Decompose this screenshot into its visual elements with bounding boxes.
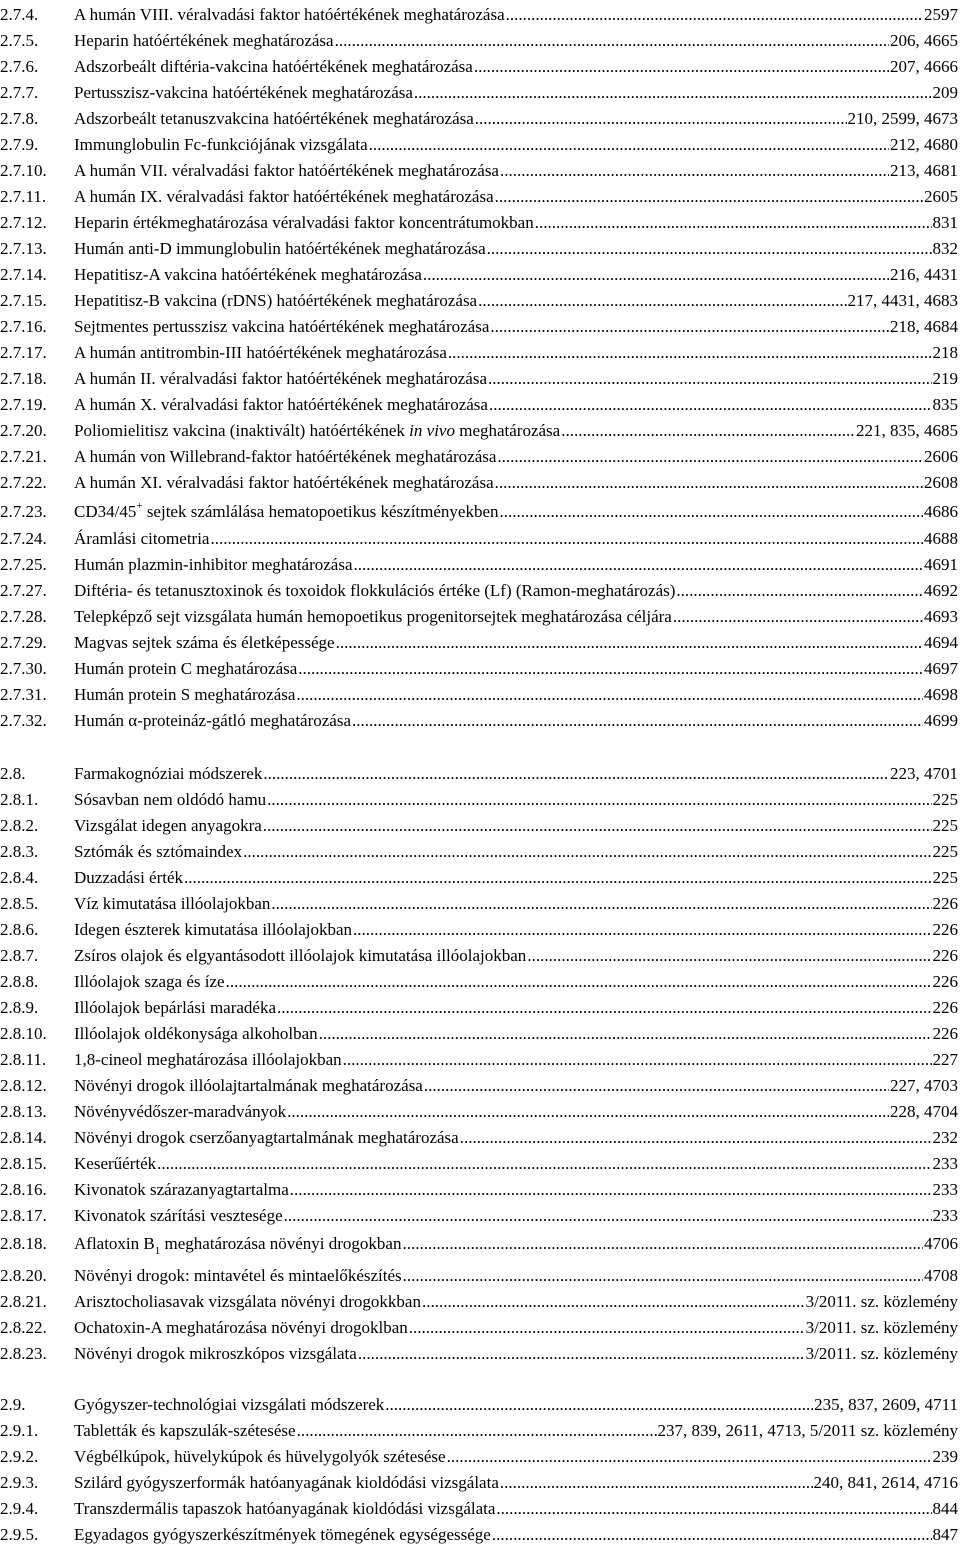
dot-leader xyxy=(495,471,923,495)
toc-entry xyxy=(0,1497,960,1521)
dot-leader xyxy=(298,657,923,681)
toc-entry xyxy=(0,605,960,629)
entry-title-part: meghatározása növényi drogokban xyxy=(160,1234,402,1253)
entry-pages: 2597 xyxy=(924,5,958,24)
toc-entry xyxy=(0,1419,960,1443)
toc-entry xyxy=(0,762,960,786)
entry-pages: 226 xyxy=(932,946,958,965)
toc-entry xyxy=(0,445,960,469)
entry-pages: 217, 4431, 4683 xyxy=(847,291,958,310)
toc-entry xyxy=(0,341,960,365)
entry-title: Heparin értékmeghatározása véralvadási faktor koncentrátumokban xyxy=(74,213,534,232)
entry-title: Pertusszisz-vakcina hatóértékének meghatározása xyxy=(74,83,413,102)
entry-title: Növényi drogok cserzőanyagtartalmának meghatározása xyxy=(74,1128,459,1147)
entry-number: 2.7.23. xyxy=(0,502,47,521)
entry-number: 2.9.2. xyxy=(0,1447,39,1466)
entry-title: Növényi drogok mikroszkópos vizsgálata xyxy=(74,1344,357,1363)
toc-entry xyxy=(0,419,960,443)
entry-number: 2.8.23. xyxy=(0,1344,47,1363)
dot-leader xyxy=(475,107,847,131)
entry-pages: 4686 xyxy=(924,502,958,521)
dot-leader xyxy=(673,605,923,629)
toc-entry xyxy=(0,107,960,131)
dot-leader xyxy=(448,341,932,365)
dot-leader xyxy=(490,315,889,339)
dot-leader xyxy=(478,289,846,313)
entry-number: 2.9.3. xyxy=(0,1473,39,1492)
toc-entry xyxy=(0,1048,960,1072)
entry-number: 2.7.12. xyxy=(0,213,47,232)
toc-entry xyxy=(0,1204,960,1228)
dot-leader xyxy=(527,944,931,968)
toc-entry xyxy=(0,500,960,524)
entry-number: 2.8.21. xyxy=(0,1292,47,1311)
entry-title: Diftéria- és tetanusztoxinok és toxoidok flokkulációs értéke (Lf) (Ramon-meghatározás) xyxy=(74,581,676,600)
dot-leader xyxy=(210,527,923,551)
entry-title-part: meghatározása xyxy=(454,421,561,440)
toc-entry xyxy=(0,1342,960,1366)
dot-leader xyxy=(500,500,924,524)
entry-pages: 3/2011. sz. közlemény xyxy=(805,1292,958,1311)
toc-entry xyxy=(0,788,960,812)
entry-pages: 4692 xyxy=(924,581,958,600)
entry-number: 2.7.11. xyxy=(0,187,47,206)
toc-entry xyxy=(0,133,960,157)
dot-leader xyxy=(335,29,889,53)
entry-number: 2.8.3. xyxy=(0,842,39,861)
entry-pages: 223, 4701 xyxy=(890,764,958,783)
dot-leader xyxy=(385,1393,813,1417)
dot-leader xyxy=(284,1204,932,1228)
toc-entry xyxy=(0,553,960,577)
entry-pages: 206, 4665 xyxy=(890,31,958,50)
entry-pages: 4691 xyxy=(924,555,958,574)
entry-title xyxy=(74,419,560,443)
entry-pages: 4694 xyxy=(924,633,958,652)
entry-number: 2.7.28. xyxy=(0,607,47,626)
toc-entry xyxy=(0,1178,960,1202)
entry-pages: 226 xyxy=(932,1024,958,1043)
entry-number: 2.7.15. xyxy=(0,291,47,310)
dot-leader xyxy=(243,840,931,864)
entry-title: Heparin hatóértékének meghatározása xyxy=(74,31,334,50)
dot-leader xyxy=(500,1471,813,1495)
entry-title: Farmakognóziai módszerek xyxy=(74,764,263,783)
entry-pages: 2605 xyxy=(924,187,958,206)
entry-pages: 226 xyxy=(932,972,958,991)
entry-number: 2.7.4. xyxy=(0,5,39,24)
entry-title: Adszorbeált tetanuszvakcina hatóértékének meghatározása xyxy=(74,109,474,128)
entry-number: 2.7.6. xyxy=(0,57,39,76)
toc-entry xyxy=(0,631,960,655)
entry-title: Illóolajok bepárlási maradéka xyxy=(74,998,277,1017)
dot-leader xyxy=(277,996,931,1020)
entry-title-part: sejtek számlálása hematopoetikus készítményekben xyxy=(142,502,499,521)
entry-pages: 218, 4684 xyxy=(890,317,958,336)
entry-pages: 218 xyxy=(932,343,958,362)
entry-number: 2.8.2. xyxy=(0,816,39,835)
entry-number: 2.8.8. xyxy=(0,972,39,991)
entry-number: 2.7.5. xyxy=(0,31,39,50)
entry-pages: 219 xyxy=(932,369,958,388)
entry-title xyxy=(74,1232,401,1256)
entry-number: 2.8.13. xyxy=(0,1102,47,1121)
entry-title: Idegen észterek kimutatása illóolajokban xyxy=(74,920,353,939)
toc-entry xyxy=(0,1393,960,1417)
entry-title: Immunglobulin Fc-funkciójának vizsgálata xyxy=(74,135,368,154)
toc-entry xyxy=(0,315,960,339)
entry-number: 2.7.29. xyxy=(0,633,47,652)
entry-title: Ochatoxin-A meghatározása növényi drogoklban xyxy=(74,1318,408,1337)
entry-pages: 240, 841, 2614, 4716 xyxy=(813,1473,958,1492)
dot-leader xyxy=(226,970,932,994)
dot-leader xyxy=(271,892,931,916)
dot-leader xyxy=(157,1152,931,1176)
entry-title: A humán von Willebrand-faktor hatóértékének meghatározása xyxy=(74,447,497,466)
entry-title: Humán anti-D immunglobulin hatóértékének meghatározása xyxy=(74,239,486,258)
entry-pages: 225 xyxy=(932,790,958,809)
entry-number: 2.8.1. xyxy=(0,790,39,809)
toc-entry xyxy=(0,657,960,681)
entry-pages: 844 xyxy=(932,1499,958,1518)
dot-leader xyxy=(561,419,855,443)
dot-leader xyxy=(290,1178,932,1202)
toc-entry xyxy=(0,840,960,864)
entry-number: 2.8.6. xyxy=(0,920,39,939)
entry-number: 2.8.16. xyxy=(0,1180,47,1199)
toc-entry xyxy=(0,1471,960,1495)
entry-title: 1,8-cineol meghatározása illóolajokban xyxy=(74,1050,342,1069)
entry-title: A humán antitrombin-III hatóértékének meghatározása xyxy=(74,343,447,362)
entry-pages: 832 xyxy=(932,239,958,258)
entry-pages: 232 xyxy=(932,1128,958,1147)
dot-leader xyxy=(297,1419,657,1443)
entry-pages: 210, 2599, 4673 xyxy=(847,109,958,128)
dot-leader xyxy=(319,1022,932,1046)
entry-title: Növényvédőszer-maradványok xyxy=(74,1102,287,1121)
entry-title: Egyadagos gyógyszerkészítmények tömegének egységessége xyxy=(74,1525,491,1544)
dot-leader xyxy=(402,1232,923,1256)
entry-number: 2.8.12. xyxy=(0,1076,47,1095)
entry-number: 2.8.20. xyxy=(0,1266,47,1285)
dot-leader xyxy=(489,393,932,417)
entry-pages: 4697 xyxy=(924,659,958,678)
entry-title: Sósavban nem oldódó hamu xyxy=(74,790,267,809)
toc-entry xyxy=(0,1074,960,1098)
entry-number: 2.7.21. xyxy=(0,447,47,466)
toc-entry xyxy=(0,918,960,942)
toc-entry xyxy=(0,709,960,733)
entry-title: Humán α-proteináz-gátló meghatározása xyxy=(74,711,352,730)
entry-number: 2.7.14. xyxy=(0,265,47,284)
entry-title: A humán XI. véralvadási faktor hatóértékének meghatározása xyxy=(74,473,494,492)
entry-title: Hepatitisz-B vakcina (rDNS) hatóértékének meghatározása xyxy=(74,291,478,310)
entry-title: Illóolajok oldékonysága alkoholban xyxy=(74,1024,318,1043)
entry-title: A humán VII. véralvadási faktor hatóértékének meghatározása xyxy=(74,161,499,180)
entry-pages: 221, 835, 4685 xyxy=(856,421,958,440)
entry-title: Tabletták és kapszulák-szétesése xyxy=(74,1421,296,1440)
entry-pages: 4698 xyxy=(924,685,958,704)
entry-number: 2.8. xyxy=(0,764,26,783)
dot-leader xyxy=(296,683,923,707)
entry-title: Kivonatok szárítási vesztesége xyxy=(74,1206,283,1225)
dot-leader xyxy=(492,1523,932,1547)
toc-entry xyxy=(0,237,960,261)
entry-title: Áramlási citometria xyxy=(74,529,210,548)
entry-pages: 4699 xyxy=(924,711,958,730)
entry-pages: 207, 4666 xyxy=(890,57,958,76)
entry-pages: 225 xyxy=(932,816,958,835)
entry-pages: 4706 xyxy=(924,1234,958,1253)
entry-title: Szilárd gyógyszerformák hatóanyagának kioldódási vizsgálata xyxy=(74,1473,499,1492)
entry-pages: 212, 4680 xyxy=(890,135,958,154)
entry-pages: 831 xyxy=(932,213,958,232)
entry-number: 2.8.22. xyxy=(0,1318,47,1337)
entry-title: Vizsgálat idegen anyagokra xyxy=(74,816,262,835)
toc-entry xyxy=(0,892,960,916)
toc-entry xyxy=(0,29,960,53)
entry-pages: 226 xyxy=(932,998,958,1017)
toc-entry xyxy=(0,1290,960,1314)
dot-leader xyxy=(676,579,923,603)
dot-leader xyxy=(403,1264,923,1288)
toc-entry xyxy=(0,579,960,603)
entry-number: 2.8.10. xyxy=(0,1024,47,1043)
toc-entry xyxy=(0,3,960,27)
entry-title-subscript: 1 xyxy=(154,1245,161,1258)
entry-number: 2.7.13. xyxy=(0,239,47,258)
entry-number: 2.8.9. xyxy=(0,998,39,1017)
dot-leader xyxy=(354,553,923,577)
entry-pages: 228, 4704 xyxy=(890,1102,958,1121)
entry-pages: 227 xyxy=(932,1050,958,1069)
entry-number: 2.8.18. xyxy=(0,1234,47,1253)
entry-pages: 4693 xyxy=(924,607,958,626)
toc-entry xyxy=(0,1100,960,1124)
dot-leader xyxy=(488,367,931,391)
dot-leader xyxy=(447,1445,932,1469)
dot-leader xyxy=(184,866,931,890)
toc-entry xyxy=(0,866,960,890)
dot-leader xyxy=(487,237,932,261)
entry-number: 2.7.27. xyxy=(0,581,47,600)
dot-leader xyxy=(460,1126,932,1150)
entry-title: Telepképző sejt vizsgálata humán hemopoetikus progenitorsejtek meghatározása céljára xyxy=(74,607,672,626)
entry-number: 2.7.25. xyxy=(0,555,47,574)
toc-entry xyxy=(0,1316,960,1340)
entry-title-part: CD34/45 xyxy=(74,502,137,521)
entry-title: Humán plazmin-inhibitor meghatározása xyxy=(74,555,353,574)
entry-number: 2.7.18. xyxy=(0,369,47,388)
entry-title: Adszorbeált diftéria-vakcina hatóértékének meghatározása xyxy=(74,57,473,76)
entry-title: Arisztocholiasavak vizsgálata növényi drogokkban xyxy=(74,1292,421,1311)
entry-pages: 4708 xyxy=(924,1266,958,1285)
entry-title: Illóolajok szaga és íze xyxy=(74,972,225,991)
entry-pages: 226 xyxy=(932,920,958,939)
toc-entry xyxy=(0,1152,960,1176)
entry-pages: 235, 837, 2609, 4711 xyxy=(814,1395,958,1414)
entry-title: Humán protein C meghatározása xyxy=(74,659,298,678)
entry-title: Magvas sejtek száma és életképessége xyxy=(74,633,335,652)
toc-entry xyxy=(0,944,960,968)
entry-number: 2.7.24. xyxy=(0,529,47,548)
dot-leader xyxy=(535,211,932,235)
toc-entry xyxy=(0,1022,960,1046)
entry-pages: 3/2011. sz. közlemény xyxy=(805,1318,958,1337)
entry-title: A humán II. véralvadási faktor hatóértékének meghatározása xyxy=(74,369,488,388)
entry-pages: 233 xyxy=(932,1206,958,1225)
entry-title: Transzdermális tapaszok hatóanyagának kioldódási vizsgálata xyxy=(74,1499,496,1518)
entry-number: 2.8.11. xyxy=(0,1050,47,1069)
entry-number: 2.7.10. xyxy=(0,161,47,180)
toc-entry xyxy=(0,814,960,838)
entry-pages: 233 xyxy=(932,1154,958,1173)
entry-title-superscript: + xyxy=(136,500,143,513)
toc-entry xyxy=(0,1523,960,1547)
entry-number: 2.7.8. xyxy=(0,109,39,128)
dot-leader xyxy=(497,445,923,469)
entry-title-italic: in vivo xyxy=(409,421,455,440)
entry-title-part: Poliomielitisz vakcina (inaktivált) hatóértékének xyxy=(74,421,410,440)
dot-leader xyxy=(422,1290,805,1314)
dot-leader xyxy=(369,133,889,157)
entry-number: 2.8.7. xyxy=(0,946,39,965)
entry-number: 2.7.30. xyxy=(0,659,47,678)
toc-entry xyxy=(0,55,960,79)
entry-title: Növényi drogok: mintavétel és mintaelőkészítés xyxy=(74,1266,402,1285)
entry-title: Sejtmentes pertusszisz vakcina hatóértékének meghatározása xyxy=(74,317,490,336)
entry-pages: 225 xyxy=(932,868,958,887)
entry-title: Humán protein S meghatározása xyxy=(74,685,296,704)
entry-title: Sztómák és sztómaindex xyxy=(74,842,243,861)
entry-title: Víz kimutatása illóolajokban xyxy=(74,894,271,913)
dot-leader xyxy=(358,1342,805,1366)
entry-pages: 4688 xyxy=(924,529,958,548)
entry-title: Gyógyszer-technológiai vizsgálati módszerek xyxy=(74,1395,385,1414)
entry-title: Keserűérték xyxy=(74,1154,157,1173)
entry-number: 2.7.20. xyxy=(0,421,47,440)
dot-leader xyxy=(263,762,889,786)
entry-pages: 227, 4703 xyxy=(890,1076,958,1095)
entry-pages: 237, 839, 2611, 4713, 5/2011 sz. közlemény xyxy=(657,1421,958,1440)
entry-title: A humán IX. véralvadási faktor hatóértékének meghatározása xyxy=(74,187,494,206)
entry-number: 2.7.31. xyxy=(0,685,47,704)
dot-leader xyxy=(263,814,932,838)
toc-entry xyxy=(0,211,960,235)
entry-number: 2.7.9. xyxy=(0,135,39,154)
dot-leader xyxy=(353,918,931,942)
dot-leader xyxy=(287,1100,889,1124)
entry-pages: 213, 4681 xyxy=(890,161,958,180)
entry-number: 2.9.5. xyxy=(0,1525,39,1544)
entry-number: 2.8.15. xyxy=(0,1154,47,1173)
entry-pages: 2608 xyxy=(924,473,958,492)
entry-number: 2.8.17. xyxy=(0,1206,47,1225)
dot-leader xyxy=(474,55,889,79)
entry-number: 2.7.16. xyxy=(0,317,47,336)
dot-leader xyxy=(496,1497,931,1521)
toc-entry xyxy=(0,1126,960,1150)
dot-leader xyxy=(495,185,923,209)
toc-entry xyxy=(0,393,960,417)
entry-number: 2.7.32. xyxy=(0,711,47,730)
toc-entry xyxy=(0,1264,960,1288)
dot-leader xyxy=(352,709,923,733)
entry-title-part: Aflatoxin B xyxy=(74,1234,155,1253)
entry-title: Zsíros olajok és elgyantásodott illóolajok kimutatása illóolajokban xyxy=(74,946,527,965)
toc-entry xyxy=(0,185,960,209)
entry-pages: 209 xyxy=(932,83,958,102)
toc-entry xyxy=(0,159,960,183)
entry-title: Duzzadási érték xyxy=(74,868,184,887)
dot-leader xyxy=(506,3,923,27)
toc-entry xyxy=(0,1232,960,1256)
entry-pages: 847 xyxy=(932,1525,958,1544)
toc-entry xyxy=(0,527,960,551)
entry-number: 2.7.22. xyxy=(0,473,47,492)
entry-title xyxy=(74,500,499,524)
entry-number: 2.9.4. xyxy=(0,1499,39,1518)
entry-title: Végbélkúpok, hüvelykúpok és hüvelygolyók szétesése xyxy=(74,1447,446,1466)
dot-leader xyxy=(343,1048,932,1072)
entry-title: A humán VIII. véralvadási faktor hatóértékének meghatározása xyxy=(74,5,505,24)
toc-entry xyxy=(0,367,960,391)
entry-number: 2.9.1. xyxy=(0,1421,39,1440)
entry-number: 2.8.14. xyxy=(0,1128,47,1147)
entry-number: 2.9. xyxy=(0,1395,26,1414)
dot-leader xyxy=(414,81,932,105)
entry-pages: 835 xyxy=(932,395,958,414)
dot-leader xyxy=(409,1316,805,1340)
entry-number: 2.8.4. xyxy=(0,868,39,887)
entry-pages: 239 xyxy=(932,1447,958,1466)
entry-title: Növényi drogok illóolajtartalmának meghatározása xyxy=(74,1076,423,1095)
entry-number: 2.7.7. xyxy=(0,83,39,102)
toc-entry xyxy=(0,1445,960,1469)
toc-entry xyxy=(0,683,960,707)
entry-title: A humán X. véralvadási faktor hatóértékének meghatározása xyxy=(74,395,488,414)
entry-pages: 226 xyxy=(932,894,958,913)
toc-entry xyxy=(0,996,960,1020)
entry-number: 2.7.17. xyxy=(0,343,47,362)
entry-pages: 216, 4431 xyxy=(890,265,958,284)
entry-number: 2.8.5. xyxy=(0,894,39,913)
entry-title: Kivonatok szárazanyagtartalma xyxy=(74,1180,289,1199)
entry-number: 2.7.19. xyxy=(0,395,47,414)
toc-entry xyxy=(0,263,960,287)
dot-leader xyxy=(424,1074,889,1098)
toc-entry xyxy=(0,471,960,495)
toc-entry xyxy=(0,970,960,994)
toc-entry xyxy=(0,289,960,313)
toc-entry xyxy=(0,81,960,105)
dot-leader xyxy=(336,631,923,655)
entry-pages: 233 xyxy=(932,1180,958,1199)
entry-pages: 3/2011. sz. közlemény xyxy=(805,1344,958,1363)
entry-pages: 2606 xyxy=(924,447,958,466)
dot-leader xyxy=(267,788,931,812)
entry-title: Hepatitisz-A vakcina hatóértékének meghatározása xyxy=(74,265,422,284)
entry-pages: 225 xyxy=(932,842,958,861)
dot-leader xyxy=(423,263,889,287)
dot-leader xyxy=(500,159,889,183)
